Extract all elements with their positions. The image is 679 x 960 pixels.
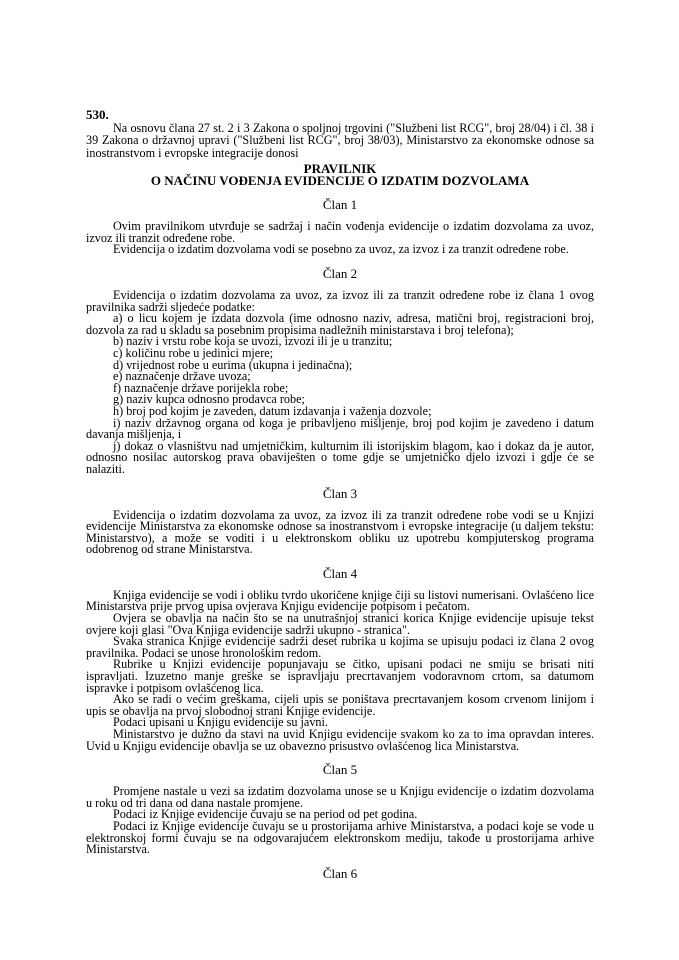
article-2-item: c) količinu robe u jedinici mjere; (113, 345, 274, 360)
article-5-heading: Član 5 (322, 762, 358, 778)
article-2-item: e) naznačenje države uvoza; (113, 369, 251, 384)
article-1-paragraph: Ovim pravilnikom utvrđuje se sadržaj i način vođenja evidencije o izdatim dozvolama za uvoz, izvoz ili tranzit određene robe. (86, 219, 594, 245)
article-1-heading: Član 1 (322, 197, 358, 213)
article-2-item: g) naziv kupca odnosno prodavca robe; (113, 392, 305, 407)
article-4-paragraph: Ako se radi o većim greškama, cijeli upis se poništava precrtavanjem kosom crvenom linijom i upis se obavlja na prvoj slobodnoj strani Knjige evidencije. (86, 692, 594, 718)
article-2-heading: Član 2 (322, 266, 358, 281)
article-2-item: d) vrijednost robe u eurima (ukupna i jedinačna); (113, 357, 353, 372)
article-2-paragraph: Evidencija o izdatim dozvolama za uvoz, za izvoz ili za tranzit određene robe iz člana 1 ovog pravilnika sadrži sljedeće podatke: (86, 288, 594, 314)
article-4-paragraph: Svaka stranica Knjige evidencije sadrži deset rubrika u kojima se upisuju podaci iz člana 2 ovog pravilnika. Podaci se unose hronološkim redom. (86, 634, 594, 660)
regulation-number: 530. (86, 107, 109, 122)
article-6-heading: Član 6 (322, 865, 358, 881)
article-2-item: b) naziv i vrstu robe koja se uvozi, izvozi ili je u tranzitu; (113, 334, 393, 349)
document-page (86, 108, 594, 890)
article-4-heading: Član 4 (322, 565, 358, 581)
article-3-heading: Član 3 (322, 485, 358, 501)
document-title-line-2: O NAČINU VOĐENJA EVIDENCIJE O IZDATIM DOZVOLAMA (150, 173, 530, 189)
preamble: Na osnovu člana 27 st. 2 i 3 Zakona o spoljnoj trgovini ("Službeni list RCG", broj 28/04) i čl. 38 i 39 Zakona o državnoj upravi ("Službeni list RCG", broj 38/03), Ministarstvo za ekonomske odnose sa inostranstvom i evropske integracije donosi (86, 121, 594, 160)
article-1-paragraph: Evidencija o izdatim dozvolama vodi se posebno za uvoz, za izvoz i za tranzit određene robe. (113, 242, 569, 257)
article-2-item: j) dokaz o vlasništvu nad umjetničkim, kulturnim ili istorijskim blagom, kao i dokaz da je autor, odnosno nosilac autorskog prava obaviješten o tome gdje se umjetničko djelo izvozi i gdje će se nalaziti. (86, 438, 594, 476)
article-4-paragraph: Ovjera se obavlja na način što se na unutrašnjoj stranici korica Knjige evidencije upisuje tekst ovjere koji glasi "Ova Knjiga evidencije sadrži ukupno - stranica". (86, 611, 594, 637)
article-2-item: f) naznačenje države porijekla robe; (113, 380, 289, 395)
article-5-paragraph: Podaci iz Knjige evidencije čuvaju se u prostorijama arhive Ministarstva, a podaci koje se vode u elektronskoj formi čuvaju se na odgovarajućem elektronskom mediju, takođe u prostorijama arhive Ministarstva. (86, 818, 594, 857)
article-4-paragraph: Rubrike u Knjizi evidencije popunjavaju se čitko, upisani podaci ne smiju se brisati niti ispravljati. Izuzetno manje greške se ispravljaju precrtavanjem vodoravnom crtom, sa datumom ispravke i potpisom ovlašćenog lica. (86, 657, 594, 695)
article-4-paragraph: Podaci upisani u Knjigu evidencije su javni. (113, 715, 328, 730)
article-5-paragraph: Promjene nastale u vezi sa izdatim dozvolama unose se u Knjigu evidencije o izdatim dozvolama u roku od tri dana od dana nastale promjene. (86, 784, 594, 810)
article-4-paragraph: Knjiga evidencije se vodi i obliku tvrdo ukoričene knjige čiji su listovi numerisani. Ovlašćeno lice Ministarstva prije prvog upisa ovjerava Knjigu evidencije potpisom i pečatom. (86, 587, 594, 614)
article-5-paragraph: Podaci iz Knjige evidencije čuvaju se na period od pet godina. (113, 807, 418, 822)
article-3-paragraph: Evidencija o izdatim dozvolama za uvoz, za izvoz ili za tranzit određene robe vodi se u Knjizi evidencije Ministarstva za ekonomske odnose sa inostranstvom i evropske integracije (u daljem tekstu: Ministarstvo), a može se voditi i u elektronskom obliku uz upotrebu kompjuterskog programa odobrenog od strane Ministarstva. (86, 507, 594, 557)
article-2-item: h) broj pod kojim je zaveden, datum izdavanja i važenja dozvole; (113, 403, 432, 418)
article-2-item: i) naziv državnog organa od koga je pribavljeno mišljenje, broj pod kojim je zavedeno i datum davanja mišljenja, i (86, 415, 594, 442)
document-title-line-1: PRAVILNIK (303, 161, 377, 177)
article-4-paragraph: Ministarstvo je dužno da stavi na uvid Knjigu evidencije svakom ko za to ima opravdan interes. Uvid u Knjigu evidencije obavlja se uz obavezno prisustvo ovlašćenog lica Ministarstva. (86, 727, 594, 753)
article-2-item: a) o licu kojem je izdata dozvola (ime odnosno naziv, adresa, matični broj, registracioni broj, dozvola za rad u skladu sa posebnim propisima nadležnih ministarstava i broj telefona); (86, 311, 594, 337)
